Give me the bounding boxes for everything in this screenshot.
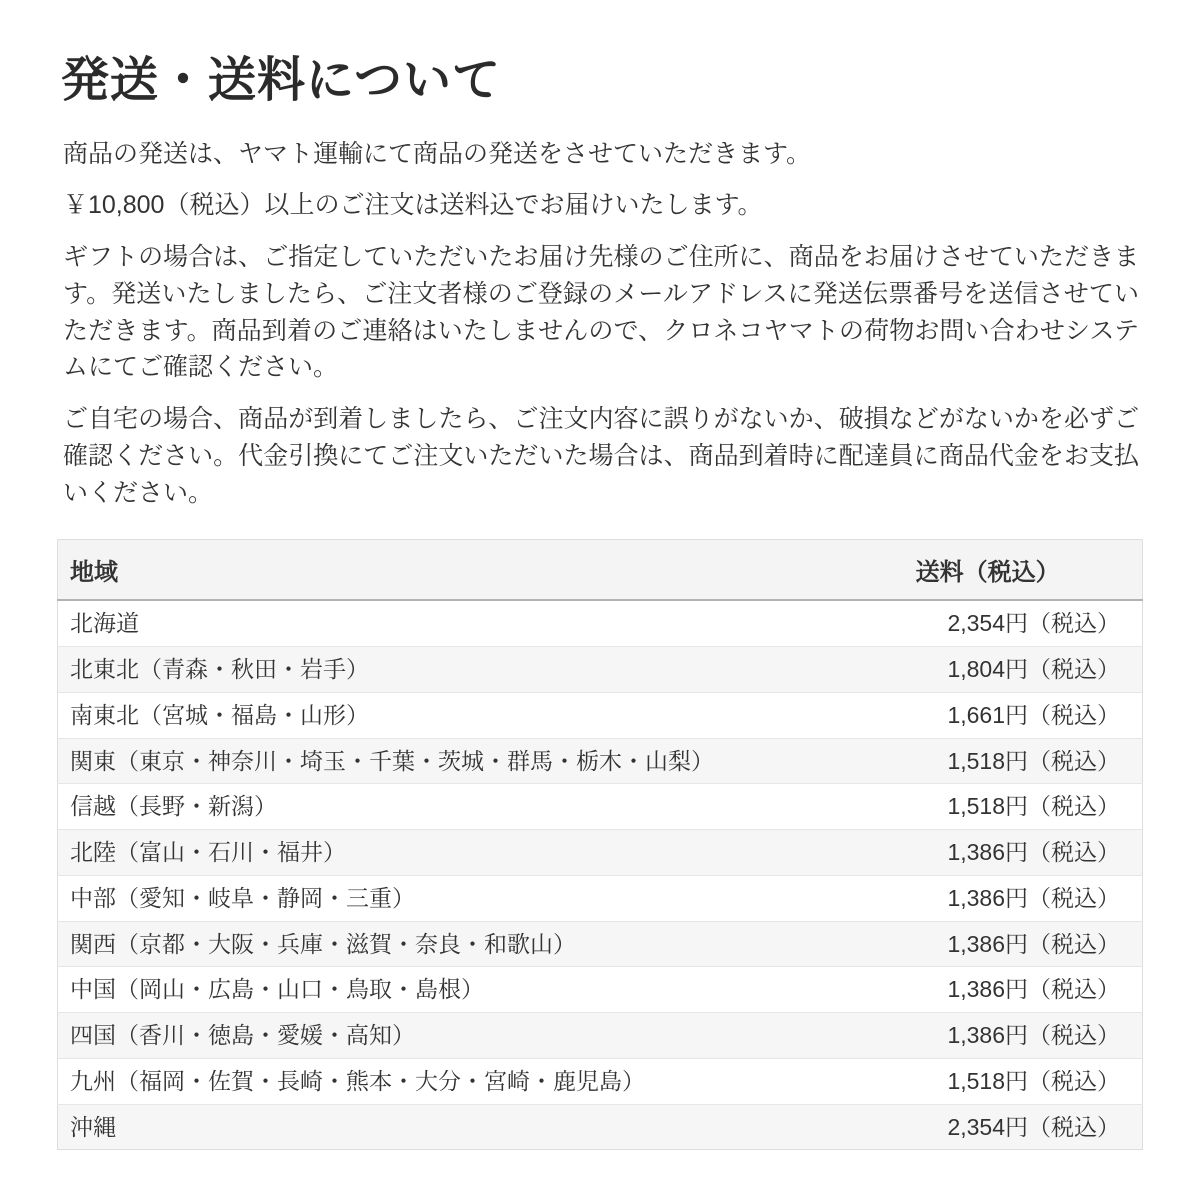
table-row: [58, 692, 1143, 738]
region-cell: 北海道: [58, 600, 834, 646]
fee-cell: 2,354円（税込）: [833, 600, 1142, 646]
region-cell: 中部（愛知・岐阜・静岡・三重）: [58, 875, 834, 921]
fee-cell: 1,386円（税込）: [833, 1013, 1142, 1059]
region-cell: 信越（長野・新潟）: [58, 784, 834, 830]
table-row: [58, 967, 1143, 1013]
region-cell: 関東（東京・神奈川・埼玉・千葉・茨城・群馬・栃木・山梨）: [58, 738, 834, 784]
fee-column-header: 送料（税込）: [833, 540, 1142, 601]
region-cell: 南東北（宮城・福島・山形）: [58, 692, 834, 738]
table-row: [58, 1104, 1143, 1150]
region-cell: 北東北（青森・秋田・岩手）: [58, 647, 834, 693]
region-cell: 関西（京都・大阪・兵庫・滋賀・奈良・和歌山）: [58, 921, 834, 967]
table-row: [58, 830, 1143, 876]
table-row: [58, 1013, 1143, 1059]
fee-cell: 1,518円（税込）: [833, 738, 1142, 784]
shipping-table-header: [58, 540, 1143, 601]
paragraph-home-delivery: ご自宅の場合、商品が到着しましたら、ご注文内容に誤りがないか、破損などがないかを必ずご確認ください。代金引換にてご注文いただいた場合は、商品到着時に配達員に商品代金をお支払いください。: [63, 405, 1139, 507]
fee-cell: 1,386円（税込）: [833, 921, 1142, 967]
fee-cell: 1,804円（税込）: [833, 647, 1142, 693]
paragraph-gift-delivery: ギフトの場合は、ご指定していただいたお届け先様のご住所に、商品をお届けさせていただきます。発送いたしましたら、ご注文者様のご登録のメールアドレスに発送伝票番号を送信させていただきます。商品到着のご連絡はいたしませんので、クロネコヤマトの荷物お問い合わせシステムにてご確認ください。: [63, 243, 1139, 382]
shipping-table-body: [58, 600, 1143, 1150]
table-row: [58, 784, 1143, 830]
table-row: [58, 1058, 1143, 1104]
fee-cell: 1,661円（税込）: [833, 692, 1142, 738]
table-row: [58, 738, 1143, 784]
fee-cell: 1,386円（税込）: [833, 875, 1142, 921]
region-cell: 北陸（富山・石川・福井）: [58, 830, 834, 876]
region-cell: 四国（香川・徳島・愛媛・高知）: [58, 1013, 834, 1059]
header-row: [58, 540, 1143, 601]
paragraph-free-shipping-threshold: ￥10,800（税込）以上のご注文は送料込でお届けいたします。: [63, 191, 763, 220]
fee-cell: 1,386円（税込）: [833, 967, 1142, 1013]
paragraph-shipping-carrier: 商品の発送は、ヤマト運輸にて商品の発送をさせていただきます。: [63, 139, 812, 168]
table-row: [58, 600, 1143, 646]
table-row: [58, 875, 1143, 921]
fee-cell: 1,518円（税込）: [833, 784, 1142, 830]
page-title: 発送・送料について: [61, 54, 502, 107]
region-cell: 沖縄: [58, 1104, 834, 1150]
table-row: [58, 647, 1143, 693]
region-cell: 九州（福岡・佐賀・長崎・熊本・大分・宮崎・鹿児島）: [58, 1058, 834, 1104]
fee-cell: 2,354円（税込）: [833, 1104, 1142, 1150]
fee-cell: 1,518円（税込）: [833, 1058, 1142, 1104]
region-column-header: 地域: [58, 540, 834, 601]
shipping-fee-table: [57, 539, 1143, 1150]
fee-cell: 1,386円（税込）: [833, 830, 1142, 876]
table-row: [58, 921, 1143, 967]
region-cell: 中国（岡山・広島・山口・鳥取・島根）: [58, 967, 834, 1013]
